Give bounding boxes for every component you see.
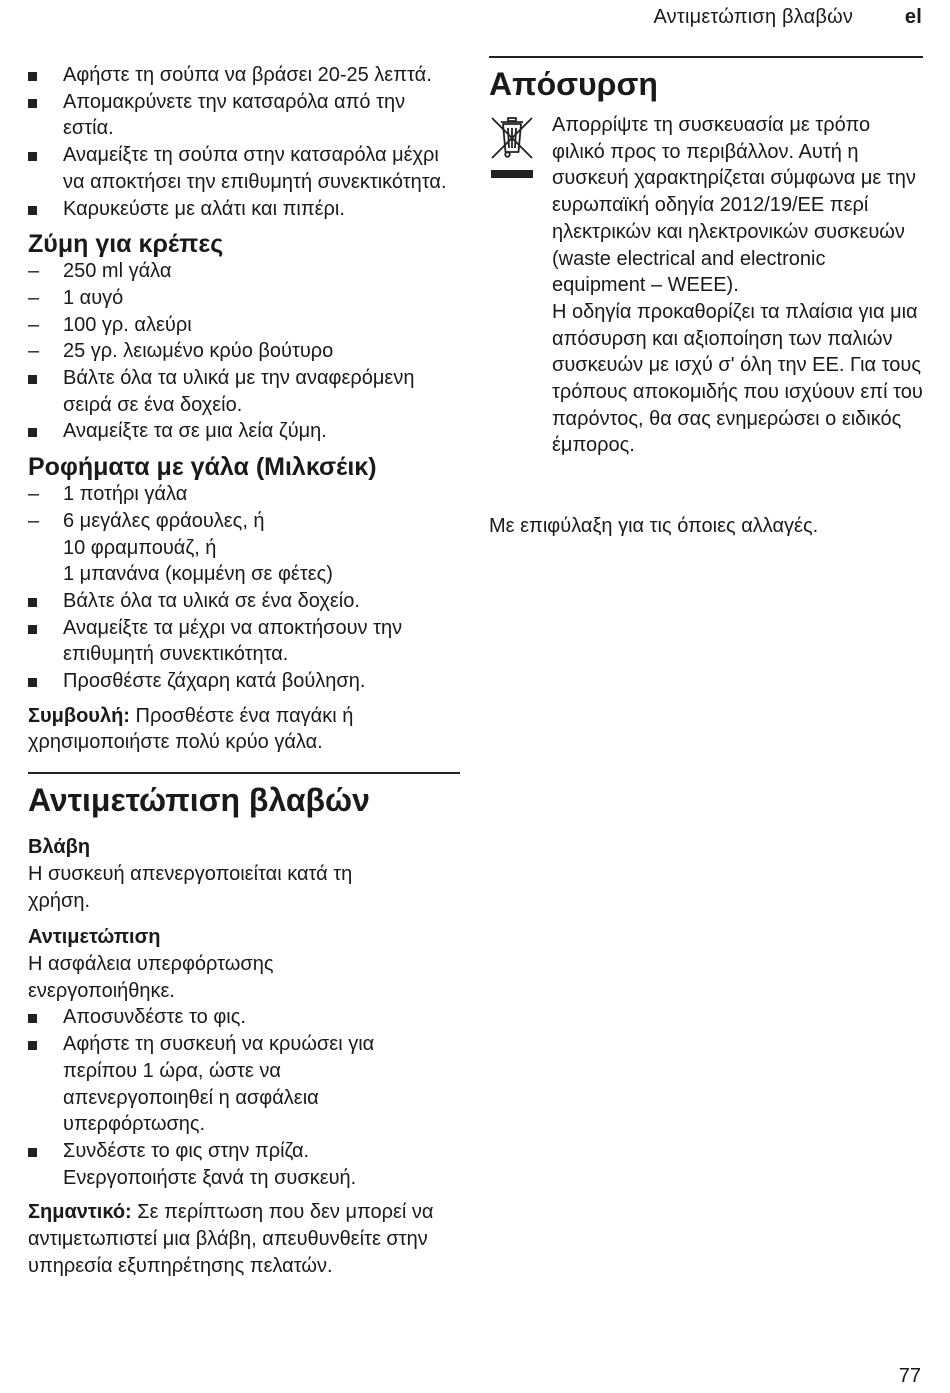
milkshake-heading: Ροφήματα με γάλα (Μιλκσέικ) bbox=[28, 453, 377, 482]
bullet-square-icon bbox=[28, 588, 63, 615]
ingredient-item: – 1 αυγό bbox=[28, 285, 460, 312]
header-title: Αντιμετώπιση βλαβών bbox=[653, 6, 854, 28]
troubleshooting-heading: Αντιμετώπιση βλαβών bbox=[28, 782, 370, 819]
crepes-heading: Ζύμη για κρέπες bbox=[28, 230, 224, 259]
important-paragraph bbox=[28, 1199, 460, 1279]
disposal-heading: Απόσυρση bbox=[489, 66, 658, 102]
tip-paragraph bbox=[28, 703, 460, 756]
important-text: Σε περίπτωση που δεν μπορεί να αντιμετωπιστεί μια βλάβη, απευθυνθείτε στην υπηρεσία εξυπηρέτησης πελατών. bbox=[28, 1201, 434, 1277]
bullet-square-icon bbox=[28, 142, 63, 169]
bullet-square-icon bbox=[28, 89, 63, 116]
soup-steps bbox=[28, 62, 460, 222]
list-item: Προσθέστε ζάχαρη κατά βούληση. bbox=[28, 668, 460, 695]
milkshake-ingredients bbox=[28, 481, 460, 588]
list-item: Βάλτε όλα τα υλικά με την αναφερόμενη σειρά σε ένα δοχείο. bbox=[28, 365, 460, 418]
remedy-steps bbox=[28, 1004, 400, 1191]
bullet-square-icon bbox=[28, 418, 63, 445]
disposal-block bbox=[489, 112, 923, 459]
list-item: Καρυκεύστε με αλάτι και πιπέρι. bbox=[28, 196, 460, 223]
important-label: Σημαντικό: bbox=[28, 1201, 132, 1224]
list-item: Αναμείξτε τα μέχρι να αποκτήσουν την επιθυμητή συνεκτικότητα. bbox=[28, 615, 460, 668]
crepes-steps bbox=[28, 365, 460, 445]
bullet-square-icon bbox=[28, 1138, 63, 1165]
ingredient-item: – 25 γρ. λειωμένο κρύο βούτυρο bbox=[28, 338, 460, 365]
tip-label: Συμβουλή: bbox=[28, 704, 130, 727]
ingredient-item: – 1 ποτήρι γάλα bbox=[28, 481, 460, 508]
list-item: Βάλτε όλα τα υλικά σε ένα δοχείο. bbox=[28, 588, 460, 615]
page-number: 77 bbox=[898, 1365, 921, 1387]
list-item: Απομακρύνετε την κατσαρόλα από την εστία. bbox=[28, 89, 460, 142]
remedy-label: Αντιμετώπιση bbox=[28, 926, 161, 949]
dash-marker: – bbox=[28, 340, 40, 363]
ingredient-item: – 100 γρ. αλεύρι bbox=[28, 312, 460, 339]
bullet-square-icon bbox=[28, 62, 63, 89]
ingredient-item: – 250 ml γάλα bbox=[28, 258, 460, 285]
bullet-square-icon bbox=[28, 615, 63, 642]
section-rule bbox=[489, 56, 923, 58]
list-item: Αναμείξτε τη σούπα στην κατσαρόλα μέχρι να αποκτήσει την επιθυμητή συνεκτικότητα. bbox=[28, 142, 460, 195]
fault-text: Η συσκευή απενεργοποιείται κατά τη χρήση. bbox=[28, 862, 353, 912]
dash-marker: – bbox=[28, 483, 40, 506]
remedy-text: Η ασφάλεια υπερφόρτωσης ενεργοποιήθηκε. bbox=[28, 952, 274, 1002]
dash-marker: – bbox=[28, 286, 40, 309]
list-item: Αφήστε τη συσκευή να κρυώσει για περίπου 1 ώρα, ώστε να απενεργοποιηθεί η ασφάλεια υπερφόρτωσης. bbox=[28, 1031, 400, 1138]
list-item: Αναμείξτε τα σε μια λεία ζύμη. bbox=[28, 418, 460, 445]
tip-text: Προσθέστε ένα παγάκι ή χρησιμοποιήστε πολύ κρύο γάλα. bbox=[28, 704, 354, 754]
list-item: Αποσυνδέστε το φις. bbox=[28, 1004, 400, 1031]
bullet-square-icon bbox=[28, 668, 63, 695]
fault-label: Βλάβη bbox=[28, 836, 91, 859]
section-rule bbox=[28, 772, 460, 774]
change-notice: Με επιφύλαξη για τις όποιες αλλαγές. bbox=[489, 515, 819, 538]
left-column bbox=[28, 62, 460, 1279]
bullet-square-icon bbox=[28, 365, 63, 392]
ingredient-item: – 6 μεγάλες φράουλες, ή 10 φραμπουάζ, ή 1 μπανάνα (κομμένη σε φέτες) bbox=[28, 509, 333, 586]
bullet-square-icon bbox=[28, 1031, 63, 1058]
crepes-ingredients bbox=[28, 258, 460, 365]
bullet-square-icon bbox=[28, 196, 63, 223]
dash-marker: – bbox=[28, 260, 40, 283]
right-column bbox=[489, 56, 923, 540]
dash-marker: – bbox=[28, 313, 40, 336]
list-item: Αφήστε τη σούπα να βράσει 20-25 λεπτά. bbox=[28, 62, 460, 89]
list-item: Συνδέστε το φις στην πρίζα. Ενεργοποιήστε ξανά τη συσκευή. bbox=[28, 1138, 400, 1191]
milkshake-steps bbox=[28, 588, 460, 695]
running-header bbox=[653, 6, 922, 29]
crossed-out-wheelie-bin-icon bbox=[489, 116, 535, 193]
disposal-text: Απορρίψτε τη συσκευασία με τρόπο φιλικό προς το περιβάλλον. Αυτή η συσκευή χαρακτηρίζεται σύμφωνα με την ευρωπαϊκή οδηγία 2012/19/ΕΕ περί ηλεκτρικών και ηλεκτρονικών συσκευών (waste electrical and electronic equipment – WEEE). Η οδηγία προκαθορίζει τα πλαίσια για μια απόσυρση και αξιοποίηση των παλιών συσκευών με ισχύ σ' όλη την ΕΕ. Για τους τρόπους αποκομιδής που ισχύουν επί του παρόντος, θα σας ενημερώσει ο ειδικός έμπορος. bbox=[552, 114, 923, 457]
bullet-square-icon bbox=[28, 1004, 63, 1031]
language-code: el bbox=[904, 6, 922, 28]
dash-marker: – bbox=[28, 509, 40, 532]
